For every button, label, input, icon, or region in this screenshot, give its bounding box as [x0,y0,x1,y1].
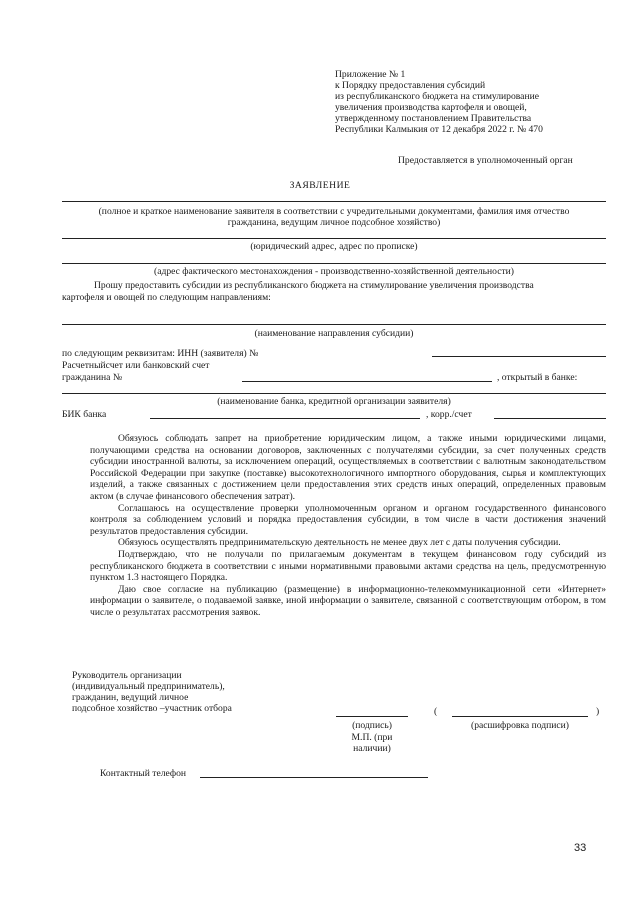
signature-decode-field[interactable] [452,716,588,717]
stamp-caption-2: наличии) [353,743,391,754]
account-label-1: Расчетныйсчет или банковский счет [62,360,210,371]
inn-field[interactable] [432,356,606,357]
appendix-line: утвержденному постановлением Правительства [335,113,532,124]
inn-label: по следующим реквизитам: ИНН (заявителя) № [62,348,259,359]
paragraph: Даю свое согласие на публикацию (размещение) в информационно-телекоммуникационной сети «Интернет» информации о заявителе, о подаваемой заявке, иной информации о заявителе, связанной с соответствующим отбором, в том числе о результатах рассмотрения заявок. [90,583,606,618]
addressee: Предоставляется в уполномоченный орган [398,155,573,166]
appendix-line: Республики Калмыкия от 12 декабря 2022 г. № 470 [335,124,543,135]
signer-line: Руководитель организации [72,670,182,681]
paragraph: Подтверждаю, что не получали по прилагаемым документам в текущем финансовом году субсидий из республиканского бюджета в соответствии с иными нормативными правовыми актами средства на цель, предусмотренную пунктом 1.3 настоящего Порядка. [90,548,606,584]
actual-address-line[interactable] [62,263,606,264]
actual-address-caption: (адрес фактического местонахождения - производственно-хозяйственной деятельности) [154,266,514,277]
paren-close: ) [596,706,600,717]
account-label-2: гражданина № [62,372,122,383]
account-field[interactable] [242,381,492,382]
signer-line: гражданин, ведущий личное [72,692,189,703]
paragraph: Обязуюсь осуществлять предпринимательскую деятельность не менее двух лет с даты получения субсидии. [118,537,561,549]
request-line-1: Прошу предоставить субсидии из республиканского бюджета на стимулирование увеличения производства [94,280,534,291]
applicant-name-caption: (полное и краткое наименование заявителя в соответствии с учредительными документами, фамилия имя отчество [98,206,570,217]
appendix-block [335,69,543,135]
document-title: ЗАЯВЛЕНИЕ [289,180,351,191]
korr-account-field[interactable] [494,418,606,419]
applicant-name-line[interactable] [62,201,606,202]
appendix-line: Приложение № 1 [335,69,406,80]
paren-open: ( [434,706,438,717]
signature-caption: (подпись) [352,720,392,731]
signer-line: подсобное хозяйство –участник отбора [72,703,232,714]
applicant-name-caption-2: гражданина, ведущим личное подсобное хозяйство) [227,217,441,228]
legal-address-line[interactable] [62,238,606,239]
opened-in-bank-label: , открытый в банке: [497,372,578,383]
bank-name-line[interactable] [62,393,606,394]
signer-block [72,670,232,714]
bank-name-caption: (наименование банка, кредитной организации заявителя) [217,396,451,407]
page-number: 33 [574,842,587,854]
signature-field[interactable] [336,716,408,717]
legal-address-caption: (юридический адрес, адрес по прописке) [250,241,418,252]
korr-account-label: , корр./счет [426,409,472,420]
paragraph: Соглашаюсь на осуществление проверки уполномоченным органом и органом государственного финансового контроля за соблюдением условий и порядка предоставления субсидии, в том числе в части достижения значений результатов предоставления субсидии. [90,502,606,537]
contact-phone-field[interactable] [200,777,428,778]
bik-field[interactable] [150,418,420,419]
obligations-text [90,433,606,619]
direction-line[interactable] [62,324,606,325]
direction-caption: (наименование направления субсидии) [254,328,414,339]
stamp-caption: М.П. (при [351,732,393,743]
paragraph: Обязуюсь соблюдать запрет на приобретение юридическим лицом, а также иными юридическими лицами, получающими средства на основании договоров, заключенных с получателями субсидии, за счет полученных средств субсидии иностранной валюты, за исключением операций, осуществляемых в соответствии с валютным законодательством Российской Федерации при закупке (поставке) высокотехнологичного импортного оборудования, сырья и комплектующих изделий, а также связанных с достижением цели предоставления этих средств иных операций, определенных правовым актом (в случае финансового обеспечения затрат). [90,433,606,502]
bik-label: БИК банка [62,409,107,420]
signer-line: (индивидуальный предприниматель), [72,681,225,692]
decode-caption: (расшифровка подписи) [471,720,569,731]
appendix-line: увеличения производства картофеля и овощей, [335,102,527,113]
request-line-2: картофеля и овощей по следующим направлениям: [62,292,271,303]
appendix-line: из республиканского бюджета на стимулирование [335,91,539,102]
contact-phone-label: Контактный телефон [100,768,187,779]
appendix-line: к Порядку предоставления субсидий [335,80,486,91]
